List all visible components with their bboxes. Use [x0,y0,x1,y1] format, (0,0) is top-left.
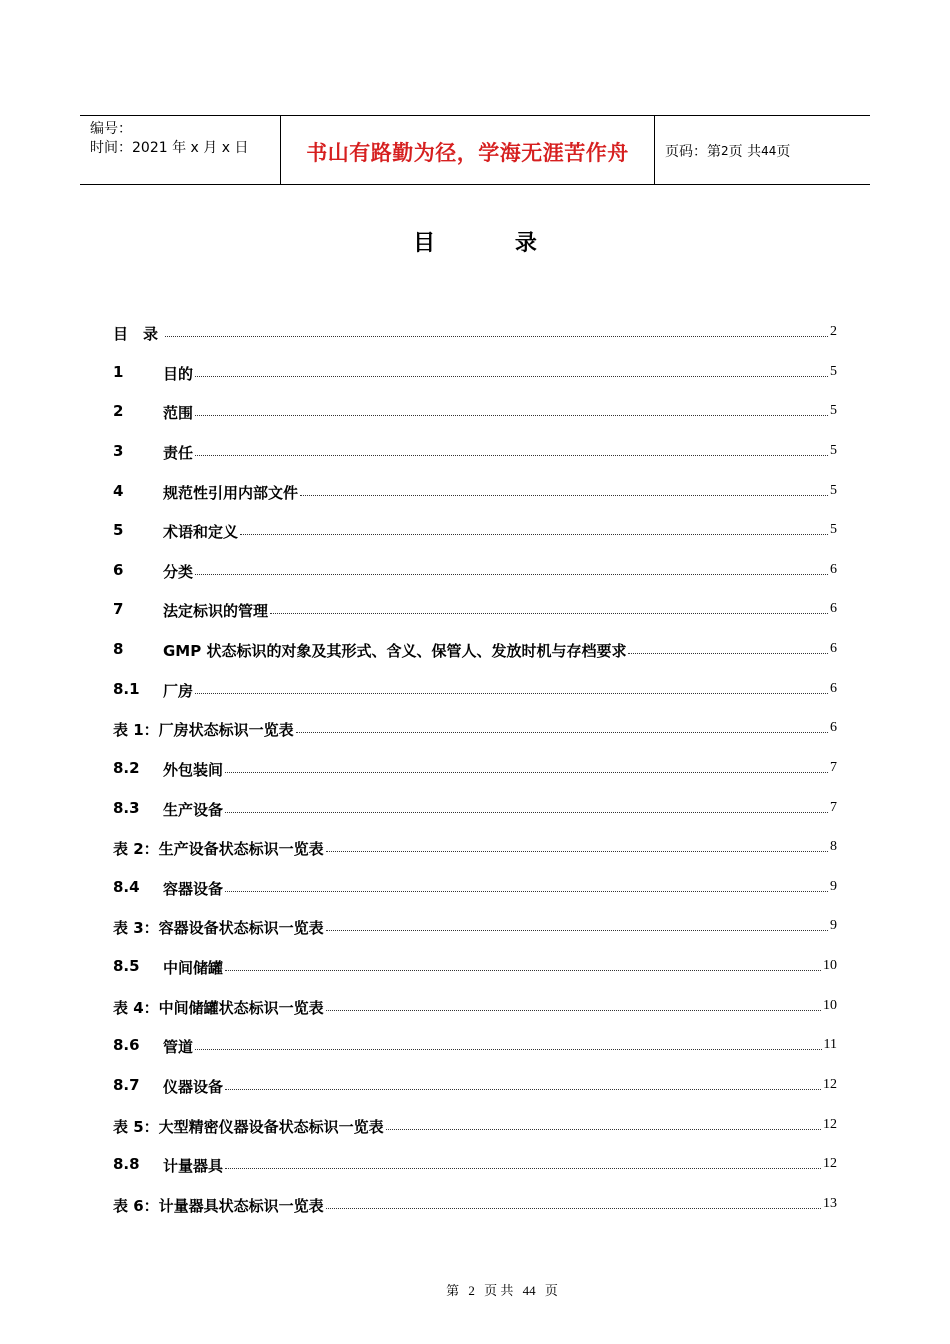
toc-entry[interactable] [113,318,837,358]
toc-entry-label [113,397,193,423]
toc-entry-page: 7 [830,799,837,815]
toc-entry-number: 8.7 [113,1075,140,1094]
toc-entry-number: 表 3： [113,919,159,938]
toc-entry-text: 容器设备状态标识一览表 [158,919,324,938]
page-prefix: 页码：第 [665,144,721,160]
toc-entry-page: 2 [830,324,837,339]
toc-leader-dots [326,992,821,1011]
table-of-contents [113,318,837,1229]
toc-entry-text: 外包装间 [163,760,224,779]
toc-entry[interactable] [113,1031,837,1071]
toc-entry-page: 9 [830,918,837,934]
toc-entry-label [113,833,324,859]
toc-entry-label [113,1111,384,1137]
toc-leader-dots [225,873,828,892]
toc-leader-dots [195,675,828,694]
toc-entry-text: 责任 [163,443,194,462]
toc-entry-page: 6 [830,561,837,577]
toc-entry-number: 1 [113,362,124,381]
toc-entry-label [113,794,223,820]
toc-leader-dots [195,437,828,456]
toc-entry-label [113,873,223,899]
toc-entry-text: 计量器具 [163,1157,224,1176]
time-label: 时间：2021 年 x 月 x 日 [90,140,249,156]
toc-entry-page: 12 [823,1116,837,1132]
toc-entry-label [113,556,193,582]
toc-leader-dots [195,1031,822,1050]
toc-entry-text: 计量器具状态标识一览表 [158,1196,324,1215]
toc-entry-page: 7 [830,759,837,775]
toc-entry-label [113,912,324,938]
toc-entry-label [113,635,626,661]
toc-entry-page: 5 [830,442,837,458]
toc-entry-page: 5 [830,522,837,538]
toc-entry-text: 管道 [163,1038,194,1057]
toc-entry-page: 5 [830,482,837,498]
toc-entry-label [113,1071,223,1097]
toc-entry-label [113,516,238,542]
toc-entry-number: 目 录 [113,325,159,343]
toc-leader-dots [326,833,828,852]
toc-entry-label [113,1150,223,1176]
toc-entry-text: 范围 [163,404,194,423]
toc-entry[interactable] [113,1190,837,1230]
footer-page: 2 [468,1283,475,1298]
toc-entry-page: 5 [830,403,837,419]
toc-entry-label [113,952,223,978]
toc-entry[interactable] [113,1150,837,1190]
toc-entry-text: GMP 状态标识的对象及其形式、含义、保管人、发放时机与存档要求 [163,642,627,660]
toc-entry-page: 10 [823,958,837,973]
toc-entry-number: 8.2 [113,758,140,777]
footer-suffix: 页 [544,1283,558,1298]
toc-entry-label [113,595,268,621]
toc-leader-dots [240,516,828,535]
toc-entry-text: 厂房状态标识一览表 [158,721,294,740]
header-meta [80,116,281,184]
footer-total: 44 [522,1283,536,1298]
toc-entry-number: 8.5 [113,957,140,975]
toc-entry-label [113,358,193,384]
toc-entry-page: 5 [830,363,837,379]
footer-mid: 页 共 [484,1283,514,1298]
toc-entry-page: 12 [823,1076,837,1092]
toc-entry-text: 目的 [163,364,194,383]
toc-entry[interactable] [113,873,837,913]
footer-prefix: 第 [446,1283,460,1298]
toc-entry-label [113,1031,193,1057]
toc-entry[interactable] [113,516,837,556]
toc-leader-dots [225,1071,821,1090]
toc-entry[interactable] [113,912,837,952]
toc-leader-dots [225,952,821,971]
page-mid: 页 共 [728,144,762,160]
toc-entry-text: 生产设备状态标识一览表 [158,840,324,859]
toc-leader-dots [628,635,828,654]
toc-leader-dots [326,1190,821,1209]
toc-entry-label [113,992,324,1018]
toc-entry-label [113,318,163,344]
toc-entry-text: 规范性引用内部文件 [163,483,299,502]
toc-entry[interactable] [113,397,837,437]
toc-leader-dots [195,397,828,416]
toc-entry-text: 术语和定义 [163,523,239,542]
toc-entry[interactable] [113,952,837,992]
toc-entry-page: 8 [830,839,837,855]
toc-entry-label [113,477,298,503]
toc-entry-page: 6 [830,680,837,696]
toc-entry-text: 生产设备 [163,800,224,819]
toc-leader-dots [225,754,828,773]
serial-label: 编号： [90,121,132,137]
page-number: 2 [721,144,729,158]
toc-entry-label [113,675,193,701]
page-footer [0,1280,950,1299]
page-suffix: 页 [776,144,791,160]
toc-entry-number: 7 [113,600,124,619]
toc-entry[interactable] [113,794,837,834]
toc-leader-dots [225,794,828,813]
toc-entry-number: 8 [113,640,124,658]
toc-entry[interactable] [113,714,837,754]
toc-entry-number: 8.6 [113,1036,140,1055]
toc-entry-label [113,714,294,740]
toc-entry-text: 分类 [163,562,194,581]
toc-leader-dots [386,1111,821,1130]
toc-entry-text: 中间储罐 [163,959,224,977]
toc-entry-label [113,754,223,780]
toc-entry-text: 法定标识的管理 [163,602,269,621]
page-title: 目 录 [413,231,573,256]
toc-leader-dots [195,556,828,575]
header-motto: 书山有路勤为径，学海无涯苦作舟 [281,116,655,184]
toc-entry-page: 11 [823,1037,837,1053]
toc-entry-label [113,1190,324,1216]
toc-entry[interactable] [113,477,837,517]
toc-entry-text: 容器设备 [163,879,224,898]
toc-leader-dots [300,477,828,496]
toc-entry-number: 8.8 [113,1155,140,1174]
toc-entry-number: 8.3 [113,798,140,817]
toc-leader-dots [296,714,828,733]
toc-entry[interactable] [113,358,837,398]
toc-entry-number: 3 [113,441,124,460]
toc-entry-number: 5 [113,521,124,540]
toc-leader-dots [270,595,828,614]
toc-entry-text: 厂房 [163,681,194,700]
toc-entry[interactable] [113,1071,837,1111]
toc-entry[interactable] [113,833,837,873]
toc-entry[interactable] [113,992,837,1032]
toc-entry-number: 表 1： [113,721,159,740]
toc-leader-dots [326,912,828,931]
toc-entry-number: 表 6： [113,1196,159,1215]
toc-entry[interactable] [113,556,837,596]
toc-entry-page: 6 [830,601,837,617]
page-total: 44 [761,144,777,158]
toc-entry-page: 6 [830,641,837,656]
toc-entry-number: 2 [113,402,124,421]
toc-entry-number: 8.1 [113,679,140,698]
toc-entry-page: 13 [823,1195,837,1211]
toc-entry-page: 12 [823,1156,837,1172]
header-page-info [655,116,870,184]
toc-entry-number: 表 4： [113,998,159,1017]
toc-entry-page: 9 [830,878,837,894]
toc-entry-number: 6 [113,560,124,579]
toc-entry-page: 10 [823,997,837,1013]
toc-entry-number: 4 [113,481,124,500]
toc-entry-number: 8.4 [113,877,140,896]
toc-entry[interactable] [113,1111,837,1151]
toc-leader-dots [195,358,828,377]
toc-entry-page: 6 [830,720,837,736]
toc-entry-label [113,437,193,463]
toc-entry-text: 仪器设备 [163,1077,224,1096]
toc-entry-number: 表 5： [113,1117,159,1136]
toc-entry-number: 表 2： [113,840,159,859]
toc-entry[interactable] [113,595,837,635]
toc-entry-text: 大型精密仪器设备状态标识一览表 [158,1117,384,1136]
toc-entry[interactable] [113,635,837,675]
document-header [80,115,870,185]
toc-entry[interactable] [113,754,837,794]
toc-entry[interactable] [113,437,837,477]
toc-entry-text: 中间储罐状态标识一览表 [158,998,324,1017]
toc-entry[interactable] [113,675,837,715]
toc-leader-dots [165,318,828,337]
toc-leader-dots [225,1150,821,1169]
